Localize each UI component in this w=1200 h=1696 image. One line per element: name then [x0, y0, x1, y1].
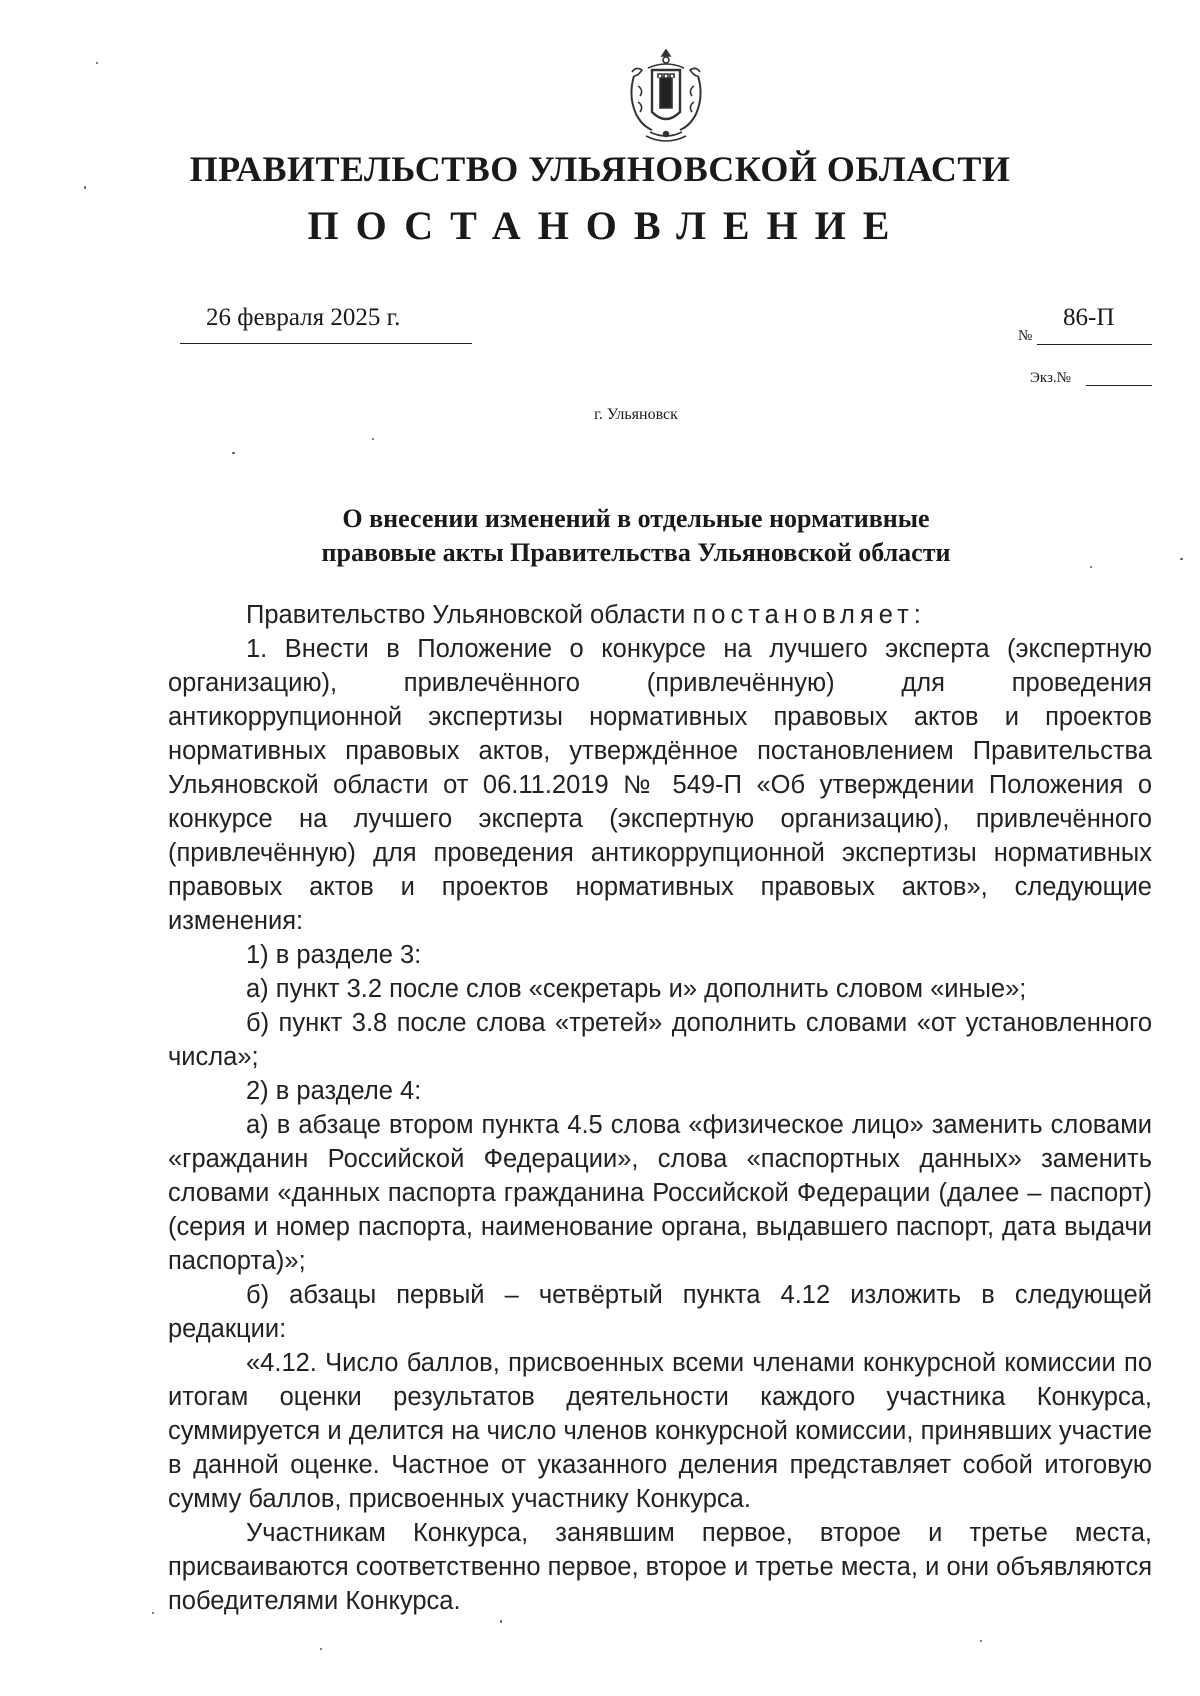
government-title: ПРАВИТЕЛЬСТВО УЛЬЯНОВСКОЙ ОБЛАСТИ [189, 149, 1011, 189]
intro-verb: постановляет: [692, 601, 926, 629]
number-underline [1037, 344, 1152, 345]
paragraph-7: б) абзацы первый – четвёртый пункта 4.12 изложить в следующей редакции: [168, 1281, 1152, 1343]
document-subject [0, 502, 1200, 570]
copy-number-underline [1086, 385, 1152, 386]
paragraph-5: 2) в разделе 4: [246, 1077, 422, 1105]
copy-number-label: Экз.№ [1030, 370, 1071, 386]
paragraph-4: б) пункт 3.8 после слова «третей» дополнить словами «от установленного числа»; [168, 1009, 1152, 1071]
intro-prefix: Правительство Ульяновской области [246, 601, 693, 629]
date-underline [180, 343, 472, 344]
paragraph-3: а) пункт 3.2 после слов «секретарь и» дополнить словом «иные»; [246, 975, 1027, 1003]
paragraph-2: 1) в разделе 3: [246, 941, 422, 969]
city-name: г. Ульяновск [594, 406, 678, 423]
subject-line-1: О внесении изменений в отдельные нормативные [342, 504, 930, 533]
document-date: 26 февраля 2025 г. [206, 304, 401, 331]
subject-line-2: правовые акты Правительства Ульяновской области [321, 538, 951, 567]
scan-speck [84, 186, 86, 189]
scan-speck [372, 438, 374, 440]
scan-speck [320, 1648, 322, 1650]
document-body [168, 598, 1152, 1618]
intro-paragraph [168, 598, 1152, 632]
scan-speck [980, 1640, 982, 1642]
document-number: 86-П [1063, 304, 1115, 331]
paragraph-1: 1. Внести в Положение о конкурсе на лучшего эксперта (экспертную организацию), привлечённого (привлечённую) для проведения антикоррупционной экспертизы нормативных правовых актов и проектов нормативных правовых актов, утверждённое постановлением Правительства Ульяновской области от 06.11.2019 № 549-П «Об утверждении Положения о конкурсе на лучшего эксперта (экспертную организацию), привлечённого (привлечённую) для проведения антикоррупционной экспертизы нормативных правовых актов и проектов нормативных правовых актов», следующие изменения: [168, 635, 1152, 935]
scan-speck [1180, 558, 1183, 560]
document-type-title: ПОСТАНОВЛЕНИЕ [307, 203, 907, 248]
paragraph-6: а) в абзаце втором пункта 4.5 слова «физическое лицо» заменить словами «гражданин Российской Федерации», слова «паспортных данных» заменить словами «данных паспорта гражданина Российской Федерации (далее – паспорт) (серия и номер паспорта, наименование органа, выдавшего паспорт, дата выдачи паспорта)»; [168, 1111, 1152, 1275]
paragraph-8: «4.12. Число баллов, присвоенных всеми членами конкурсной комиссии по итогам оценки результатов деятельности каждого участника Конкурса, суммируется и делится на число членов конкурсной комиссии, принявших участие в данной оценке. Частное от указанного деления представляет собой итоговую сумму баллов, присвоенных участнику Конкурса. [168, 1349, 1152, 1513]
number-sign: № [1018, 328, 1033, 344]
scan-speck [500, 1620, 502, 1623]
scan-speck [152, 1612, 154, 1614]
paragraph-9: Участникам Конкурса, занявшим первое, второе и третье места, присваиваются соответственно первое, второе и третье места, и они объявляются победителями Конкурса. [168, 1519, 1152, 1615]
scan-speck [232, 452, 235, 454]
scan-speck [96, 62, 98, 64]
coat-of-arms-icon [622, 46, 710, 146]
scan-speck [1090, 566, 1092, 568]
